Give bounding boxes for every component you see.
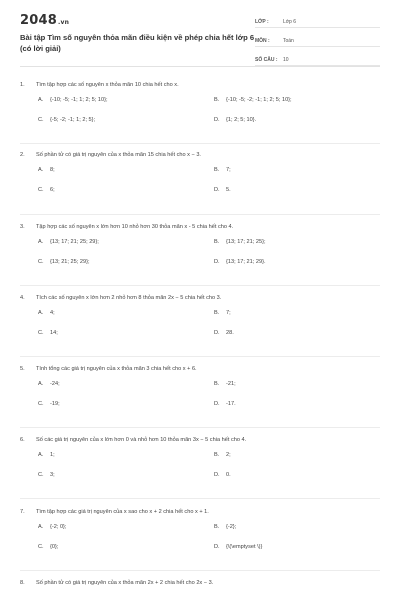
meta-row-subject — [255, 32, 380, 47]
option-text: {0}; — [50, 544, 59, 550]
question-number: 3. — [20, 224, 25, 230]
answer-options — [20, 239, 380, 279]
option-text: 0. — [226, 472, 231, 478]
option-letter: B. — [214, 239, 220, 245]
question-number: 2. — [20, 152, 25, 158]
option-letter: D. — [214, 401, 220, 407]
answer-option[interactable] — [196, 310, 231, 316]
option-text: {-10; -5; -2; -1; 1; 2; 5; 10}; — [226, 97, 292, 103]
question-number: 4. — [20, 295, 25, 301]
option-text: {13; 17; 21; 29}. — [226, 259, 266, 265]
meta-value: Lớp 6 — [283, 19, 297, 25]
meta-key: LỚP : — [255, 19, 269, 25]
worksheet-title: Bài tập Tìm số nguyên thỏa mãn điều kiện về phép chia hết lớp 6 (có lời giải) — [20, 33, 255, 53]
option-letter: B. — [214, 167, 220, 173]
answer-options — [20, 452, 380, 492]
question-divider — [20, 427, 380, 428]
question-item — [20, 295, 380, 350]
answer-option[interactable] — [196, 187, 231, 193]
option-text: 8; — [50, 167, 55, 173]
question-text: Số các giá trị nguyên của x lớn hơn 0 và nhỏ hơn 10 thỏa mãn 3x − 5 chia hết cho 4. — [36, 437, 247, 443]
question-text: Số phần tử có giá trị nguyên của x thỏa mãn 15 chia hết cho x − 3. — [36, 152, 201, 158]
answer-option[interactable] — [20, 239, 99, 245]
option-text: 2; — [226, 452, 231, 458]
question-number: 7. — [20, 509, 25, 515]
option-letter: B. — [214, 97, 220, 103]
answer-option[interactable] — [196, 167, 231, 173]
answer-option[interactable] — [20, 259, 90, 265]
header-divider — [20, 66, 380, 67]
question-divider — [20, 285, 380, 286]
option-text: 4; — [50, 310, 55, 316]
question-text: Tìm tập hợp các số nguyên x thỏa mãn 10 chia hết cho x. — [36, 82, 179, 88]
option-text: 5. — [226, 187, 231, 193]
option-text: 14; — [50, 330, 58, 336]
option-letter: A. — [38, 97, 44, 103]
worksheet-meta — [255, 13, 380, 66]
option-text: 6; — [50, 187, 55, 193]
question-item — [20, 152, 380, 207]
answer-option[interactable] — [20, 330, 58, 336]
option-letter: C. — [38, 187, 44, 193]
option-letter: B. — [214, 310, 220, 316]
answer-option[interactable] — [20, 381, 60, 387]
option-letter: C. — [38, 117, 44, 123]
option-letter: A. — [38, 167, 44, 173]
question-text: Tính tổng các giá trị nguyên của x thỏa mãn 3 chia hết cho x + 6. — [36, 366, 197, 372]
logo-main: 2048 — [20, 13, 57, 28]
option-text: 7; — [226, 310, 231, 316]
option-text: {13; 17; 21; 25}; — [226, 239, 266, 245]
option-text: -21; — [226, 381, 236, 387]
answer-option[interactable] — [196, 452, 231, 458]
answer-option[interactable] — [196, 381, 236, 387]
meta-key: SỐ CÂU : — [255, 57, 278, 63]
option-text: {1; 2; 5; 10}. — [226, 117, 257, 123]
option-letter: D. — [214, 544, 220, 550]
question-number: 1. — [20, 82, 25, 88]
option-letter: A. — [38, 381, 44, 387]
question-item — [20, 82, 380, 137]
option-text: {-10; -5; -1; 1; 2; 5; 10}; — [50, 97, 108, 103]
option-text: 7; — [226, 167, 231, 173]
meta-value: 10 — [283, 57, 289, 63]
answer-option[interactable] — [20, 472, 55, 478]
option-letter: C. — [38, 330, 44, 336]
answer-option[interactable] — [20, 187, 55, 193]
answer-option[interactable] — [20, 97, 108, 103]
option-letter: D. — [214, 472, 220, 478]
answer-option[interactable] — [196, 524, 236, 530]
answer-option[interactable] — [20, 117, 95, 123]
answer-option[interactable] — [20, 524, 66, 530]
question-item — [20, 580, 380, 586]
option-letter: B. — [214, 452, 220, 458]
answer-option[interactable] — [20, 544, 58, 550]
option-text: {-2; 0}; — [50, 524, 67, 530]
meta-key: MÔN : — [255, 38, 270, 44]
answer-option[interactable] — [20, 167, 55, 173]
answer-option[interactable] — [196, 117, 256, 123]
option-letter: C. — [38, 259, 44, 265]
question-item — [20, 366, 380, 421]
question-text: Số phần tử có giá trị nguyên của x thỏa mãn 2x + 2 chia hết cho 2x − 3. — [36, 580, 214, 586]
option-letter: D. — [214, 187, 220, 193]
option-letter: C. — [38, 472, 44, 478]
option-letter: B. — [214, 381, 220, 387]
option-letter: A. — [38, 524, 44, 530]
option-text: -24; — [50, 381, 60, 387]
meta-row-grade — [255, 13, 380, 28]
answer-option[interactable] — [196, 330, 234, 336]
answer-options — [20, 310, 380, 350]
answer-option[interactable] — [20, 401, 60, 407]
option-letter: A. — [38, 452, 44, 458]
option-text: {13; 21; 25; 29}; — [50, 259, 90, 265]
answer-option[interactable] — [196, 544, 262, 550]
answer-option[interactable] — [20, 452, 55, 458]
answer-option[interactable] — [196, 97, 292, 103]
option-text: 28. — [226, 330, 234, 336]
answer-options — [20, 381, 380, 421]
answer-option[interactable] — [196, 472, 231, 478]
logo-suffix: .vn — [57, 19, 70, 26]
option-text: -19; — [50, 401, 60, 407]
option-letter: A. — [38, 310, 44, 316]
answer-option[interactable] — [20, 310, 55, 316]
question-divider — [20, 570, 380, 571]
option-text: 1; — [50, 452, 55, 458]
question-number: 6. — [20, 437, 25, 443]
option-text: {\(\emptyset \)} — [226, 544, 263, 550]
answer-option[interactable] — [196, 401, 236, 407]
site-logo[interactable] — [20, 13, 69, 28]
question-number: 8. — [20, 580, 25, 586]
answer-option[interactable] — [196, 259, 266, 265]
question-divider — [20, 143, 380, 144]
question-divider — [20, 356, 380, 357]
question-divider — [20, 214, 380, 215]
question-number: 5. — [20, 366, 25, 372]
option-letter: D. — [214, 330, 220, 336]
answer-options — [20, 167, 380, 207]
option-letter: C. — [38, 544, 44, 550]
question-divider — [20, 498, 380, 499]
answer-option[interactable] — [196, 239, 266, 245]
option-text: {-2}; — [226, 524, 237, 530]
question-text: Tích các số nguyên x lớn hơn 2 nhỏ hơn 8 thỏa mãn 2x − 5 chia hết cho 3. — [36, 295, 222, 301]
option-text: -17. — [226, 401, 236, 407]
option-text: {13; 17; 21; 25; 29}; — [50, 239, 99, 245]
option-letter: A. — [38, 239, 44, 245]
question-item — [20, 437, 380, 492]
option-letter: D. — [214, 117, 220, 123]
option-letter: D. — [214, 259, 220, 265]
question-text: Tìm tập hợp các giá trị nguyên của x sao cho x + 2 chia hết cho x + 1. — [36, 509, 209, 515]
answer-options — [20, 524, 380, 564]
option-letter: B. — [214, 524, 220, 530]
answer-options — [20, 97, 380, 137]
question-item — [20, 224, 380, 279]
meta-row-count — [255, 51, 380, 66]
question-text: Tập hợp các số nguyên x lớn hơn 10 nhỏ hơn 30 thỏa mãn x - 5 chia hết cho 4. — [36, 224, 234, 230]
option-letter: C. — [38, 401, 44, 407]
option-text: 3; — [50, 472, 55, 478]
meta-value: Toán — [283, 38, 294, 44]
question-item — [20, 509, 380, 564]
option-text: {-5; -2; -1; 1; 2; 5}; — [50, 117, 96, 123]
